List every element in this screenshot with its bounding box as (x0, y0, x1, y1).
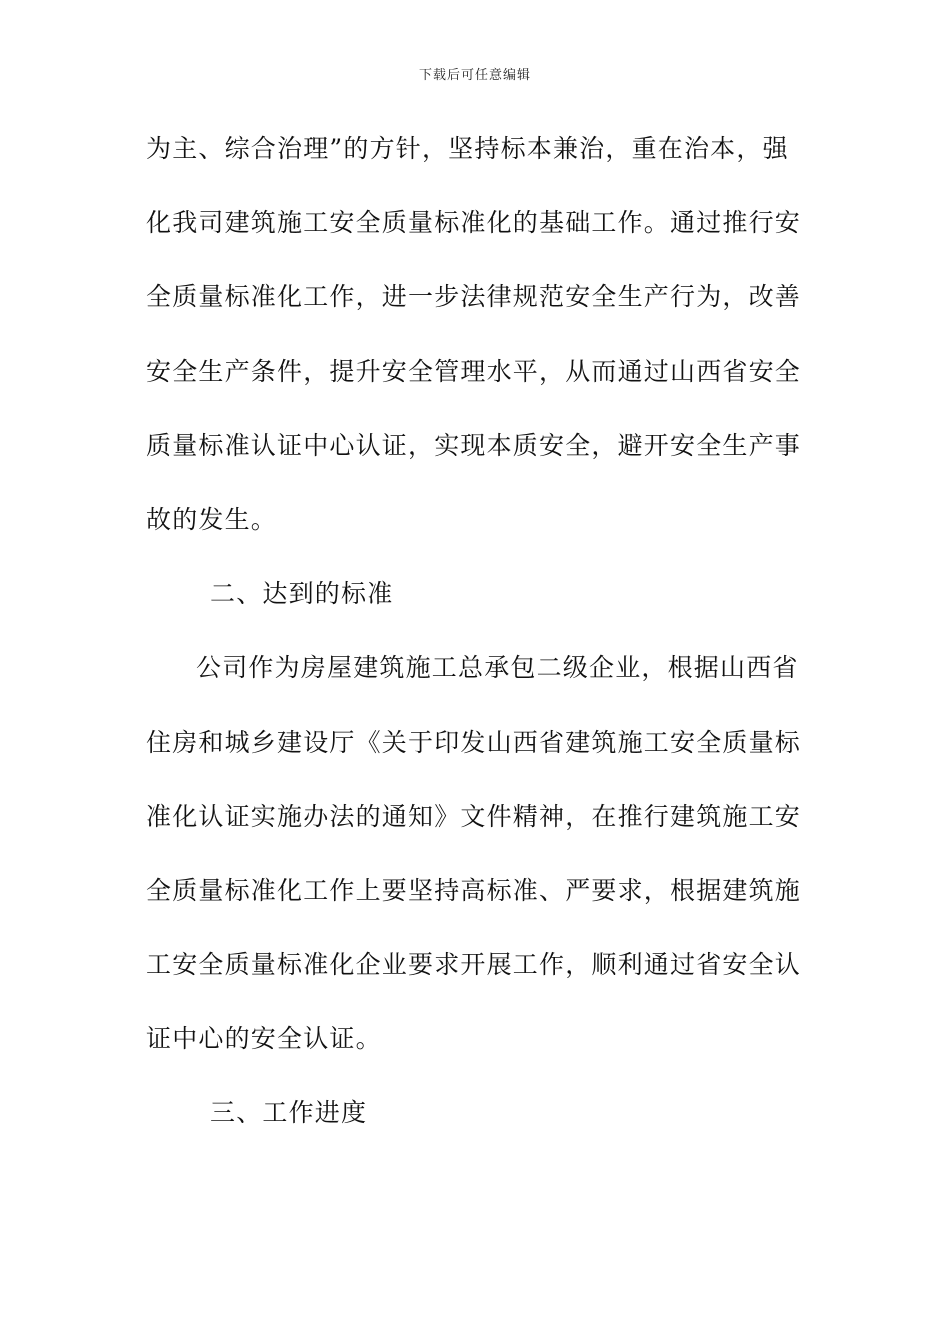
text-line: 故的发生。 (146, 504, 278, 534)
document-body (146, 118, 806, 1157)
text-line: 住房和城乡建设厅《关于印发山西省建筑施工安全质量标 (146, 727, 802, 757)
page-header: 下载后可任意编辑 (418, 68, 531, 83)
text-line: 证中心的安全认证。 (146, 1024, 382, 1054)
text-line: 为主、综合治理”的方针，坚持标本兼治，重在治本，强 (146, 134, 789, 163)
text-line: 质量标准认证中心认证，实现本质安全，避开安全生产事 (146, 430, 802, 460)
text-line: 化我司建筑施工安全质量标准化的基础工作。通过推行安 (146, 208, 802, 238)
text-line: 安全生产条件，提升安全管理水平，从而通过山西省安全 (146, 356, 802, 386)
text-line: 工安全质量标准化企业要求开展工作，顺利通过省安全认 (146, 950, 802, 980)
section-heading: 三、工作进度 (210, 1098, 368, 1128)
section-heading: 二、达到的标准 (210, 579, 394, 609)
text-line: 准化认证实施办法的通知》文件精神，在推行建筑施工安 (146, 801, 802, 831)
text-line: 公司作为房屋建筑施工总承包二级企业，根据山西省 (196, 653, 799, 683)
text-line: 全质量标准化工作，进一步法律规范安全生产行为，改善 (146, 282, 802, 312)
text-line: 全质量标准化工作上要坚持高标准、严要求，根据建筑施 (146, 875, 802, 905)
